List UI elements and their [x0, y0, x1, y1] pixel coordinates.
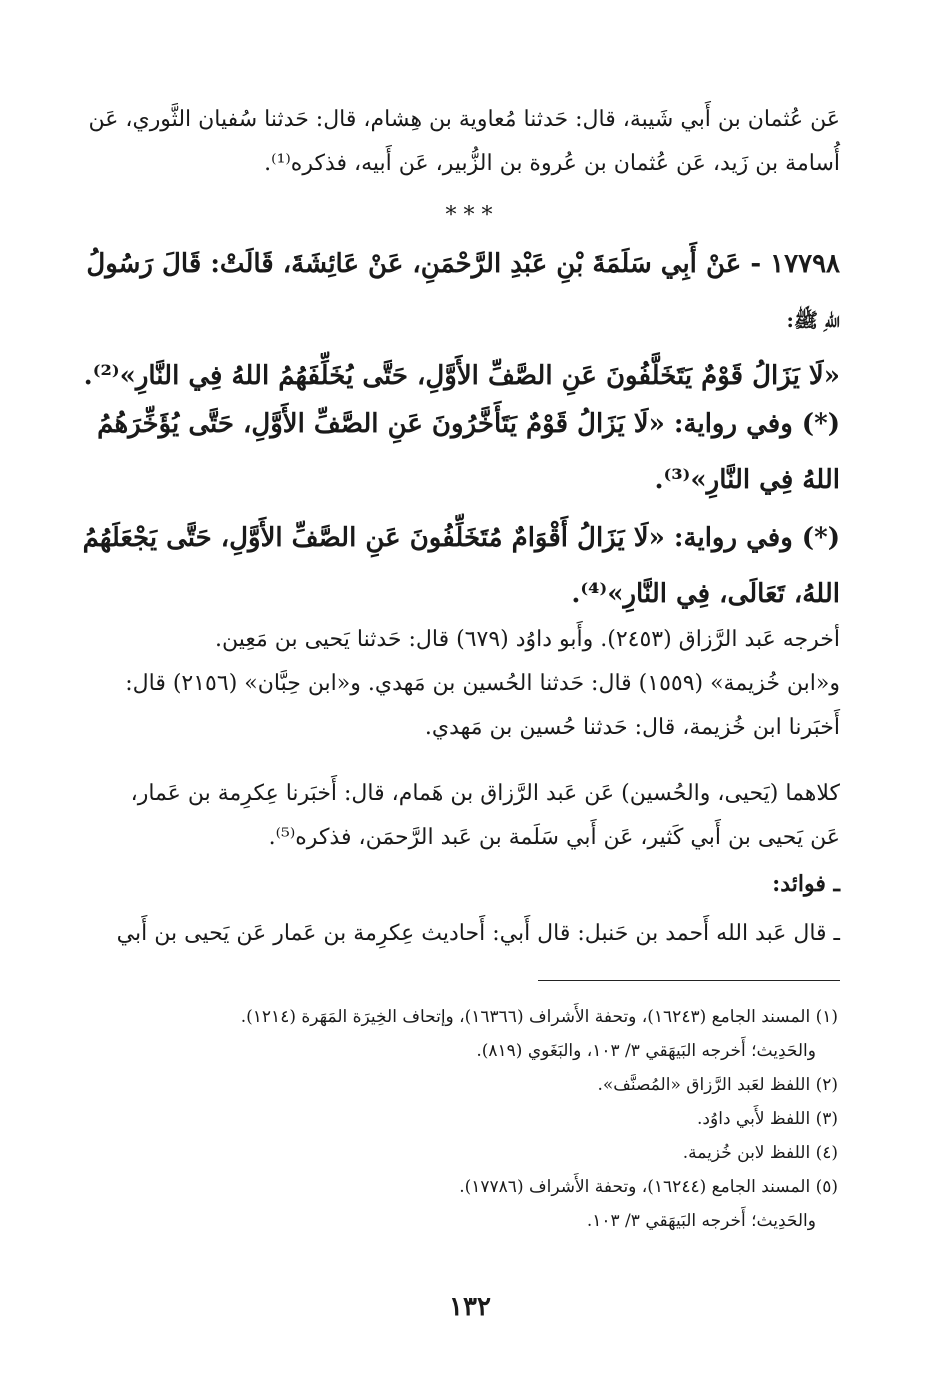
page-number: ١٣٢: [449, 1292, 491, 1322]
text-line: عَن عُثمان بن أَبي شَيبة، قال: حَدثنا مُعاوية بن هِشام، قال: حَدثنا سُفيان الثَّوري، عَن: [88, 107, 840, 132]
text-line: أُسامة بن زَيد، عَن عُثمان بن عُروة بن الزُّبير، عَن أَبيه، فذكره⁽¹⁾.: [264, 151, 840, 176]
text-line: و«ابن خُزيمة» (١٥٥٩) قال: حَدثنا الحُسين بن مَهدي. و«ابن حِبَّان» (٢١٥٦) قال:: [125, 671, 840, 696]
text-line: (*) وفي رواية: «لَا يَزَالُ أَقْوَامٌ مُتَخَلِّفُونَ عَنِ الصَّفِّ الأَوَّلِ، حَتَّى يَجْعَلَهُمُ: [82, 523, 840, 553]
footnote-line: (٣) اللفظ لأَبي داوُد.: [697, 1109, 838, 1129]
text-line: أَخبَرنا ابن خُزيمة، قال: حَدثنا حُسين بن مَهدي.: [424, 715, 840, 740]
text-line: اللهُ فِي النَّارِ»⁽³⁾.: [654, 465, 840, 495]
text-line: اللهُ، تَعَالَى، فِي النَّارِ»⁽⁴⁾.: [571, 579, 840, 609]
text-line: اللهِ ﷺ:: [786, 308, 840, 332]
footnote-divider: [538, 980, 840, 981]
riwaya-2: [82, 510, 840, 622]
footnote-line: والحَدِيث؛ أَخرجه البَيهَقي ٣/ ١٠٣، والبَغَوي (٨١٩).: [476, 1041, 816, 1061]
hadith-text: «لَا يَزَالُ قَوْمٌ يَتَخَلَّفُونَ عَنِ الصَّفِّ الأَوَّلِ، حَتَّى يُخَلِّفَهُمُ اللهُ فِي النَّارِ»⁽²⁾.: [83, 361, 840, 391]
footnote-line: (٢) اللفظ لعَبد الرَّزاق «المُصنَّف».: [597, 1075, 838, 1095]
footnote-line: (٥) المسند الجامع (١٦٢٤٤)، وتحفة الأَشراف (١٧٧٨٦).: [459, 1177, 838, 1197]
text-line: عَن يَحيى بن أَبي كَثير، عَن أَبي سَلَمة بن عَبد الرَّحمَن، فذكره⁽⁵⁾.: [268, 825, 840, 850]
text-line: كلاهما (يَحيى، والحُسين) عَن عَبد الرَّزاق بن هَمام، قال: أَخبَرنا عِكرِمة بن عَمار،: [130, 781, 840, 806]
footnotes: [96, 1000, 838, 1238]
hadith-number-line: ١٧٧٩٨ - عَنْ أَبِي سَلَمَةَ بْنِ عَبْدِ الرَّحْمَنِ، عَنْ عَائِشَةَ، قَالَتْ: قَالَ رَسُولُ: [86, 249, 840, 279]
riwaya-1: [98, 396, 840, 508]
section-separator: * * *: [445, 203, 493, 228]
text-line: (*) وفي رواية: «لَا يَزَالُ قَوْمٌ يَتَأَخَّرُونَ عَنِ الصَّفِّ الأَوَّلِ، حَتَّى يُؤَخِّرَهُمُ: [97, 409, 840, 439]
fawaid-heading: ـ فوائد:: [772, 871, 840, 897]
footnote-line: (١) المسند الجامع (١٦٢٤٣)، وتحفة الأَشراف (١٦٣٦٦)، وإتحاف الخِيرَة المَهَرة (١٢١٤).: [240, 1007, 838, 1027]
takhrij-paragraph: [98, 618, 840, 750]
isnad-paragraph: [98, 772, 840, 860]
fawaid-text: ـ قال عَبد الله أَحمد بن حَنبل: قال أَبي: أَحاديث عِكرِمة بن عَمار عَن يَحيى بن أَبي: [116, 921, 840, 946]
text-line: أخرجه عَبد الرَّزاق (٢٤٥٣). وأَبو داوُد (٦٧٩) قال: حَدثنا يَحيى بن مَعِين.: [214, 627, 840, 652]
top-paragraph: [88, 98, 840, 186]
hadith-header: [86, 236, 840, 348]
footnote-line: (٤) اللفظ لابن خُزيمة.: [682, 1143, 838, 1163]
footnote-line: والحَدِيث؛ أَخرجه البَيهَقي ٣/ ١٠٣.: [586, 1211, 816, 1231]
